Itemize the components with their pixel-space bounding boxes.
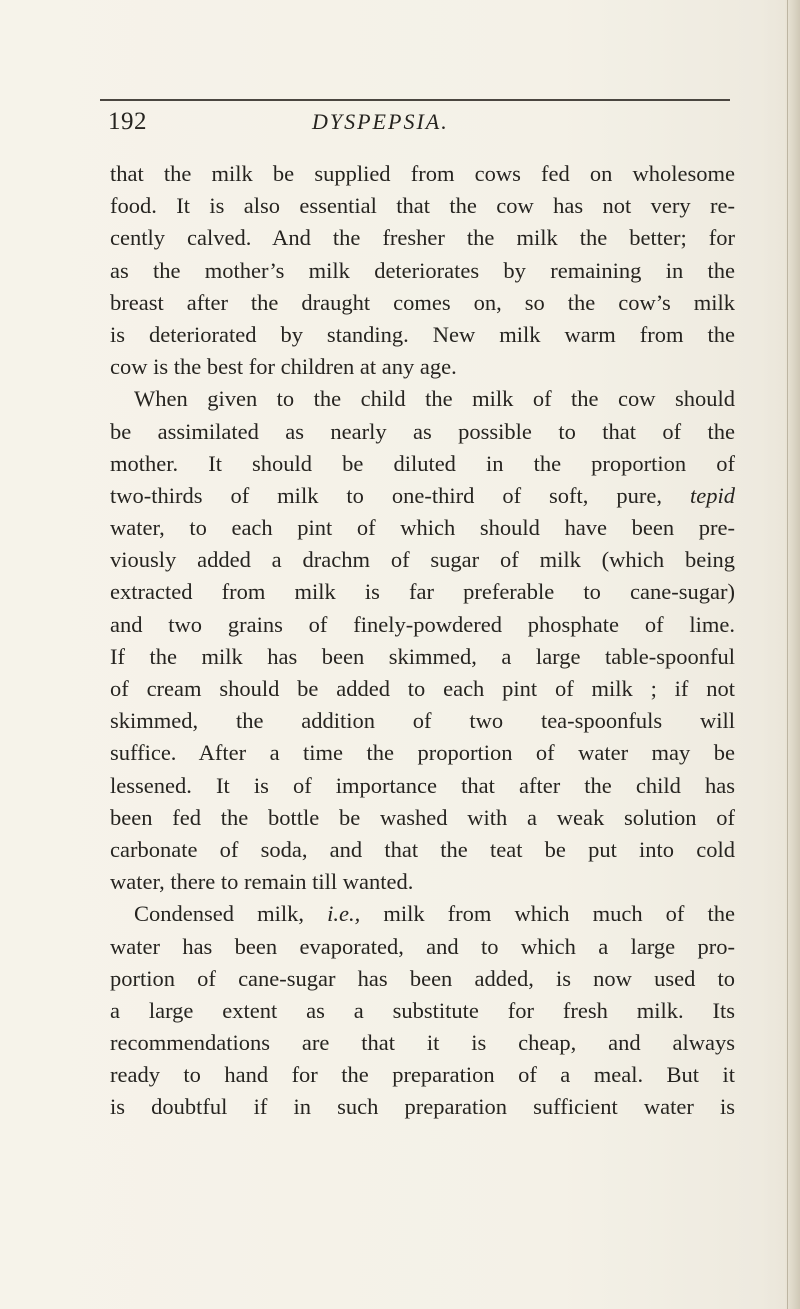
text-line: water has been evaporated, and to which a large pro- (110, 933, 735, 959)
page-number: 192 (108, 108, 147, 135)
text-line: cently calved. And the fresher the milk the better; for (110, 225, 735, 251)
text-line: water, to each pint of which should have been pre- (110, 515, 735, 541)
text-line-with-italic (110, 480, 735, 512)
paragraph-start-line: When given to the child the milk of the cow should (134, 386, 735, 412)
page-edge-line (787, 0, 788, 1309)
text-line: viously added a drachm of sugar of milk (which being (110, 547, 735, 573)
text-line: skimmed, the addition of two tea-spoonfuls will (110, 708, 735, 734)
text-line: lessened. It is of importance that after the child has (110, 772, 735, 798)
text-line: If the milk has been skimmed, a large table-spoonful (110, 643, 735, 669)
text-line: carbonate of soda, and that the teat be put into cold (110, 836, 735, 862)
text-line: water, there to remain till wanted. (110, 869, 414, 895)
text-line: a large extent as a substitute for fresh milk. Its (110, 997, 735, 1023)
italic-abbrev-ie: i.e., (327, 901, 361, 927)
paragraph-start-line (110, 898, 735, 930)
text-line: as the mother’s milk deteriorates by remaining in the (110, 257, 735, 283)
text-line: cow is the best for children at any age. (110, 354, 457, 380)
text-line: ready to hand for the preparation of a meal. But it (110, 1062, 735, 1088)
text-line: portion of cane-sugar has been added, is now used to (110, 965, 735, 991)
running-head: DYSPEPSIA. (312, 109, 449, 134)
text-line: mother. It should be diluted in the proportion of (110, 450, 735, 476)
text-line: recommendations are that it is cheap, and always (110, 1030, 735, 1056)
text-line: be assimilated as nearly as possible to that of the (110, 418, 735, 444)
text-line: extracted from milk is far preferable to cane-sugar) (110, 579, 735, 605)
header-rule (100, 99, 730, 101)
text-line: breast after the draught comes on, so the cow’s milk (110, 289, 735, 315)
page-header (108, 108, 708, 140)
text-segment: Condensed milk, (134, 901, 304, 927)
text-line: is doubtful if in such preparation sufficient water is (110, 1094, 735, 1120)
body-text (110, 158, 735, 1124)
text-line: and two grains of finely-powdered phosphate of lime. (110, 611, 735, 637)
text-line: is deteriorated by standing. New milk warm from the (110, 321, 735, 347)
text-line: suffice. After a time the proportion of water may be (110, 740, 735, 766)
text-segment: milk from which much of the (383, 901, 736, 927)
italic-word-tepid: tepid (690, 482, 735, 508)
text-line: food. It is also essential that the cow has not very re- (110, 193, 735, 219)
text-line: been fed the bottle be washed with a weak solution of (110, 804, 735, 830)
text-line: of cream should be added to each pint of milk ; if not (110, 676, 735, 701)
text-line: that the milk be supplied from cows fed on wholesome (110, 161, 735, 186)
text-segment: two-thirds of milk to one-third of soft, pure, (110, 482, 663, 508)
